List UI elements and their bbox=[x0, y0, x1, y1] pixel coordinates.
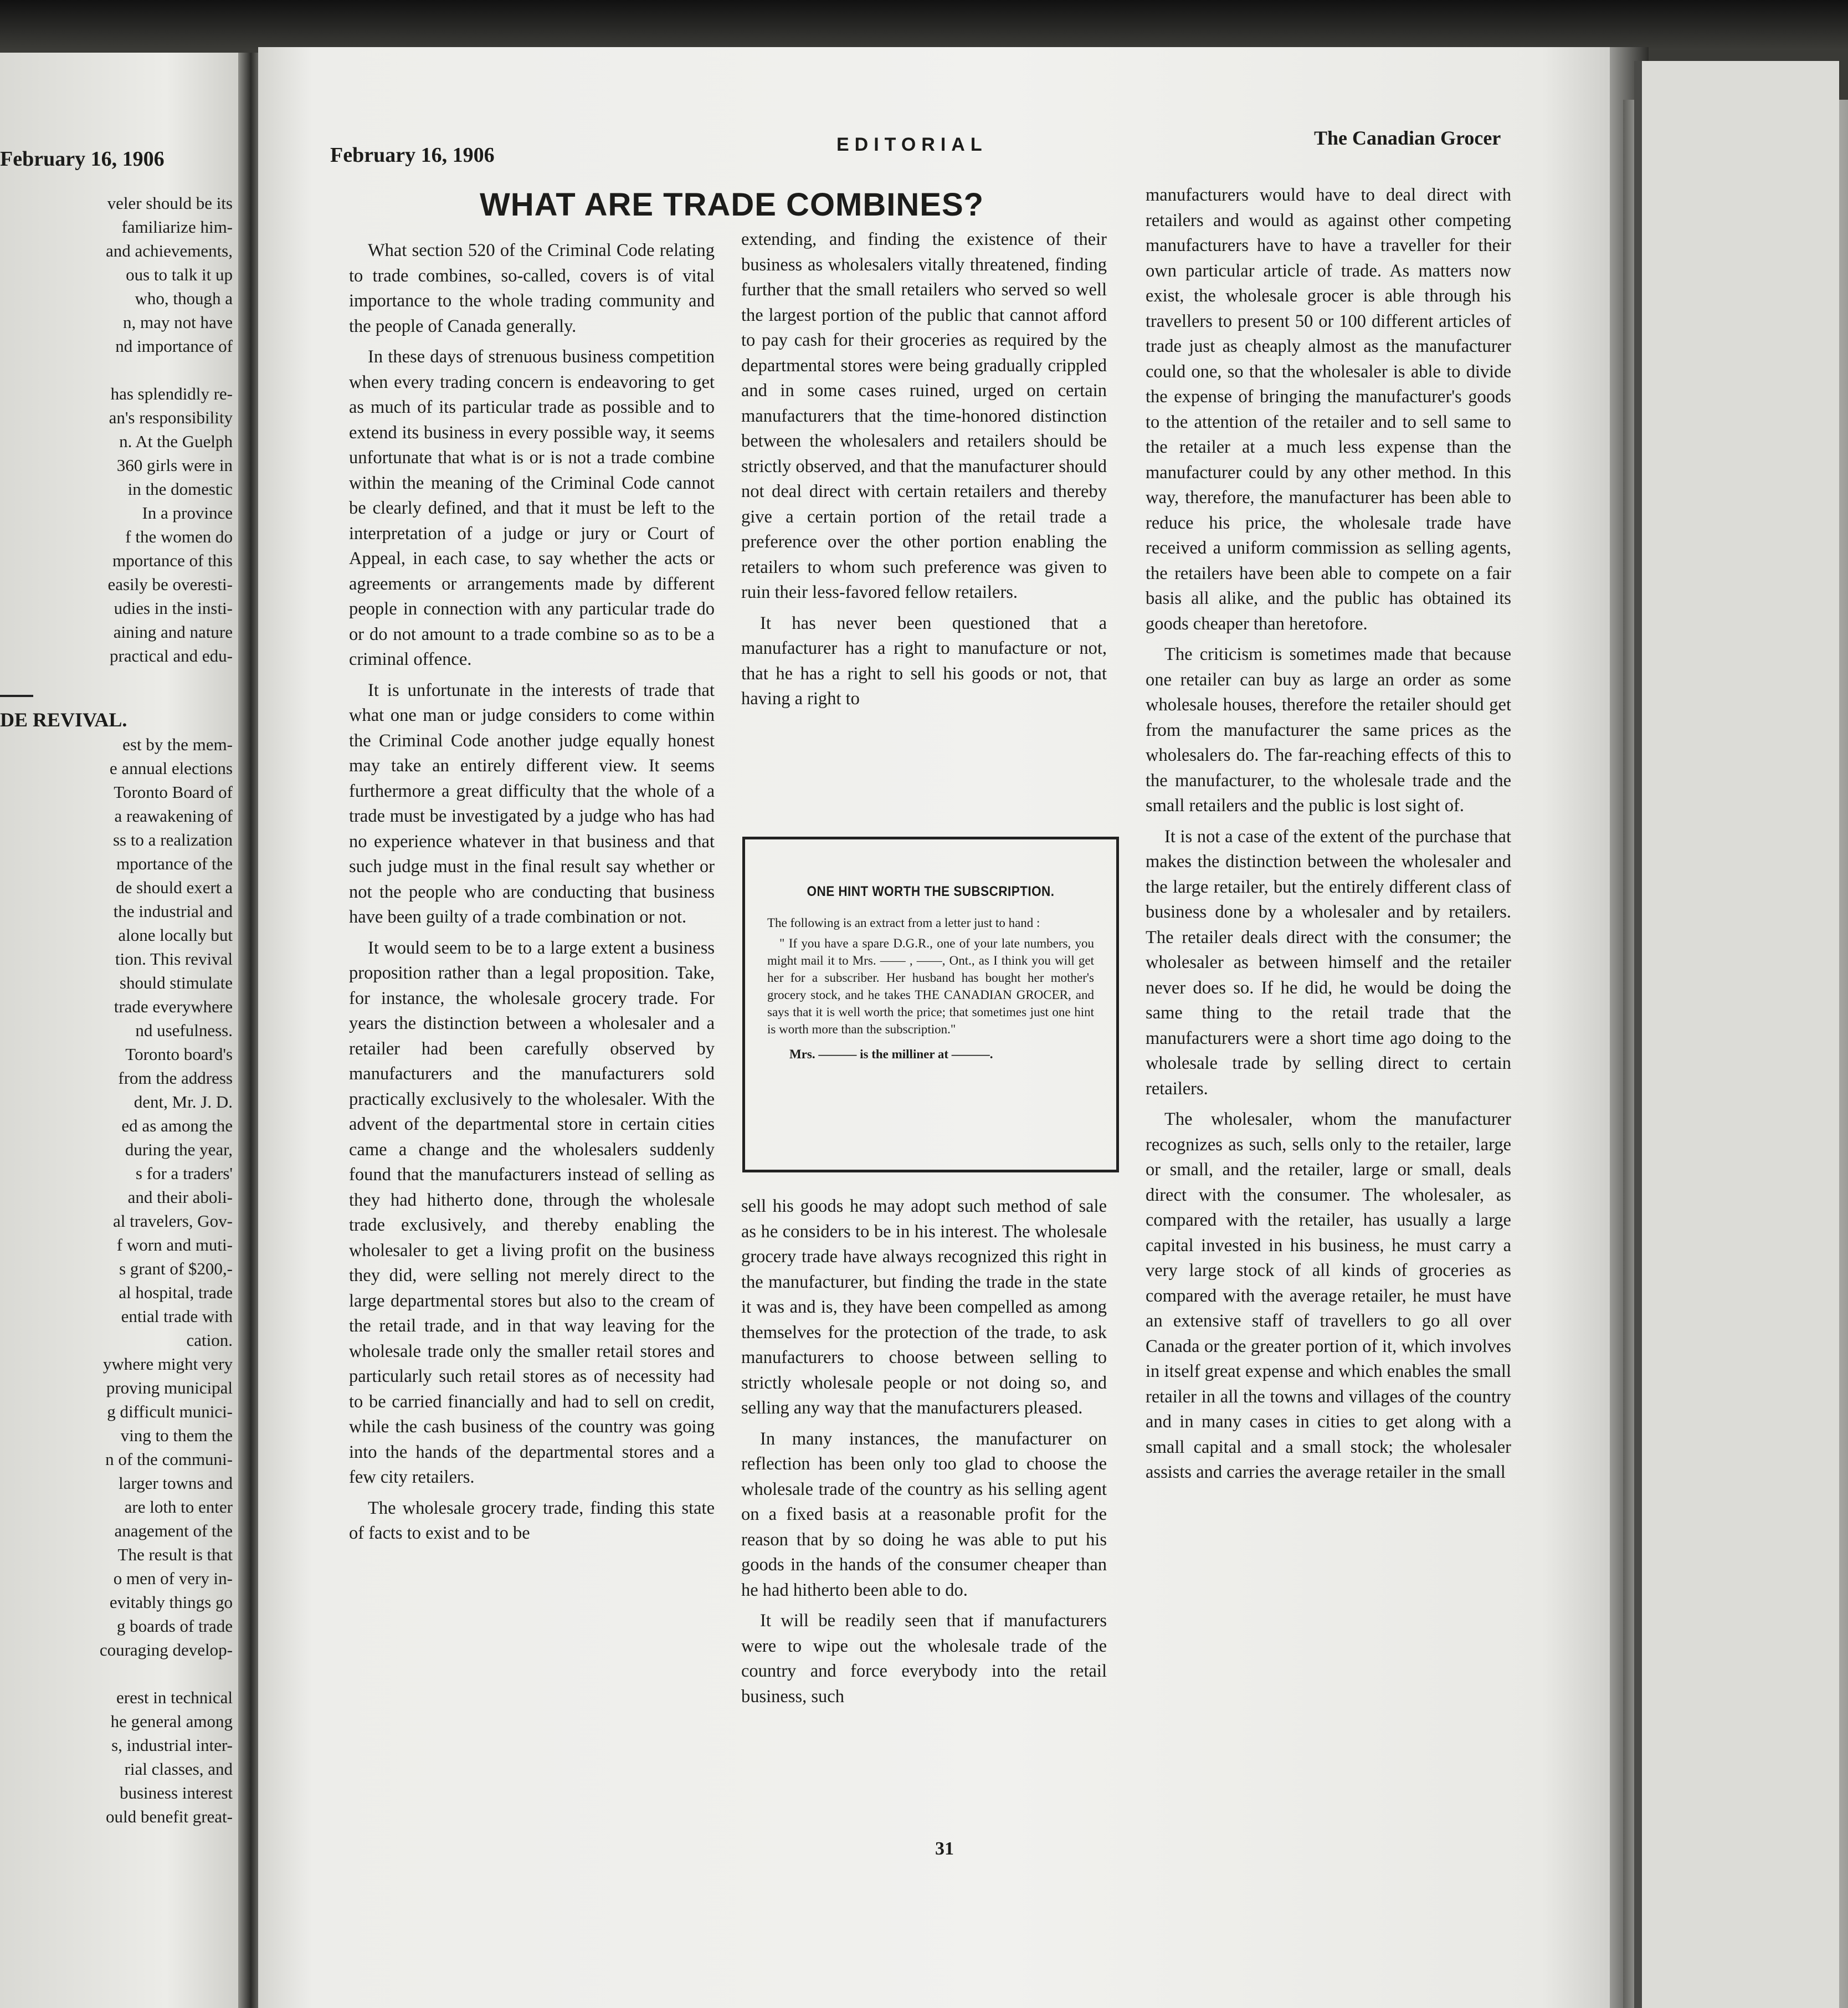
left-page-line: f worn and muti- bbox=[116, 1235, 233, 1254]
left-page bbox=[0, 53, 238, 2008]
left-page-line: Toronto board's bbox=[125, 1044, 233, 1064]
left-page-line: has splendidly re- bbox=[110, 384, 233, 403]
left-page-line: veler should be its bbox=[107, 193, 233, 213]
left-page-line: larger towns and bbox=[118, 1473, 233, 1493]
left-page-line: s for a traders' bbox=[135, 1164, 233, 1183]
left-page-line: ential trade with bbox=[121, 1307, 233, 1326]
left-page-line: f the women do bbox=[125, 527, 233, 546]
left-page-line: anagement of the bbox=[114, 1521, 233, 1540]
left-page-line: g difficult munici- bbox=[107, 1402, 233, 1421]
publication-name: The Canadian Grocer bbox=[1314, 127, 1501, 149]
article-paragraph: It is not a case of the extent of the purchase that makes the distinction between the wholesaler and the large retailer, but the entirely different class of business done by a wholesaler and by retailers. The retailer deals direct with the consumer; the wholesaler as between himself and the retailer never does so. If he did, he would be doing the same thing to the retail trade that the manufacturers were a short time ago doing to the wholesale trade by selling direct to certain retailers. bbox=[1146, 826, 1511, 1099]
left-page-line: ous to talk it up bbox=[126, 265, 233, 284]
article-paragraph: What section 520 of the Criminal Code relating to trade combines, so-called, covers is of vital importance to the whole trading community and the people of Canada generally. bbox=[349, 240, 715, 336]
article-paragraph: extending, and finding the existence of their business as wholesalers vitally threatened, finding further that the small retailers who served so well the largest portion of the public that cannot afford to pay cash for their groceries as required by the departmental stores were being gradually crippled and in some cases ruined, urged on certain manufacturers that the time-honored distinction between the wholesalers and retailers should be strictly observed, and that the manufacturer should not deal direct with certain retailers and thereby give a certain portion of the retail trade a preference over the other portion enabling the retailers to whom such preference was given to ruin their less-favored fellow retailers. bbox=[741, 229, 1107, 602]
left-page-line: tion. This revival bbox=[115, 949, 233, 969]
left-page-line: The result is that bbox=[117, 1545, 233, 1564]
left-page-line: aining and nature bbox=[113, 622, 233, 642]
article-paragraph: It has never been questioned that a manufacturer has a right to manufacture or not, that he has a right to sell his goods or not, that having a right to bbox=[741, 613, 1107, 709]
left-page-line: business interest bbox=[119, 1783, 233, 1802]
left-page-line: who, though a bbox=[135, 289, 233, 308]
left-page-line: ed as among the bbox=[121, 1116, 233, 1135]
left-page-line: dent, Mr. J. D. bbox=[134, 1092, 233, 1111]
article-column-1 bbox=[349, 238, 715, 1552]
left-page-line: udies in the insti- bbox=[114, 598, 233, 618]
article-paragraph: sell his goods he may adopt such method of sale as he considers to be in his interest. The wholesale grocery trade have always recognized this right in the manufacturer, but finding the trade in the state it was and is, they have been compelled as among themselves for the protection of the trade, to ask manufacturers to choose between selling to strictly wholesale people or not doing so, and selling any way that the manufacturers pleased. bbox=[741, 1196, 1107, 1418]
left-page-line: and their aboli- bbox=[127, 1187, 233, 1207]
left-page-line: nd importance of bbox=[115, 336, 233, 356]
left-page-line: cation. bbox=[186, 1330, 233, 1350]
left-page-line: nd usefulness. bbox=[135, 1021, 233, 1040]
section-label: EDITORIAL bbox=[836, 134, 988, 155]
back-cover bbox=[1634, 61, 1839, 2008]
box-intro: The following is an extract from a letter just to hand : bbox=[767, 916, 1040, 930]
left-page-line: rial classes, and bbox=[124, 1759, 233, 1779]
page-number: 31 bbox=[935, 1838, 954, 1859]
left-page-line: ss to a realization bbox=[112, 830, 233, 849]
article-paragraph: It will be readily seen that if manufacturers were to wipe out the wholesale trade of the country and force everybody into the retail business, such bbox=[741, 1611, 1107, 1707]
left-lines-c bbox=[0, 732, 233, 1662]
article-paragraph: The wholesaler, whom the manufacturer recognizes as such, sells only to the retailer, large or small, and the retailer, large or small, deals direct with the consumer. The wholesaler, as compared with the retailer, has usually a large capital invested in his business, he must carry a very large stock of all kinds of groceries as compared with the average retailer, he must have an extensive staff of travellers to go all over Canada or the greater portion of it, which involves in itself great expense and which enables the small retailer in all the towns and villages of the country and in many cases in cities to get along with a small capital and a small stock; the wholesaler assists and carries the average retailer in the small bbox=[1146, 1109, 1511, 1482]
left-page-line: erest in technical bbox=[116, 1688, 233, 1707]
left-page-line: practical and edu- bbox=[109, 646, 233, 665]
left-page-line: trade everywhere bbox=[114, 997, 233, 1016]
left-page-line: al hospital, trade bbox=[119, 1283, 233, 1302]
left-page-line: and achievements, bbox=[106, 241, 233, 260]
left-page-line: in the domestic bbox=[127, 479, 233, 499]
left-page-line: In a province bbox=[142, 503, 233, 523]
left-page-column bbox=[0, 191, 233, 1828]
left-page-line: ving to them the bbox=[120, 1426, 233, 1445]
box-quote: " If you have a spare D.G.R., one of your late numbers, you might mail it to Mrs. —— , ——, Ont., as I think you will get her for a subscriber. Her husband has bought her mother's grocery stock, and he takes THE CANADIAN GROCER, and says that it is well worth the price; that sometimes just one hint is worth more than the subscription." bbox=[767, 936, 1094, 1036]
left-page-line: est by the mem- bbox=[122, 735, 233, 754]
left-page-line: should stimulate bbox=[119, 973, 233, 992]
article-paragraph: The wholesale grocery trade, finding this state of facts to exist and to be bbox=[349, 1498, 715, 1543]
article-title: WHAT ARE TRADE COMBINES? bbox=[480, 187, 984, 223]
left-page-line: familiarize him- bbox=[121, 217, 233, 237]
left-page-line: evitably things go bbox=[109, 1592, 233, 1612]
left-page-line: are loth to enter bbox=[124, 1497, 233, 1517]
left-page-line: ywhere might very bbox=[102, 1354, 233, 1374]
left-page-line: a reawakening of bbox=[114, 806, 233, 826]
left-page-line: s grant of $200,- bbox=[119, 1259, 233, 1278]
left-page-line: de should exert a bbox=[116, 878, 233, 897]
left-lines-a bbox=[0, 191, 233, 358]
subscription-hint-box bbox=[742, 837, 1119, 1172]
left-page-line: Toronto Board of bbox=[114, 782, 233, 802]
left-page-date: February 16, 1906 bbox=[0, 147, 165, 171]
article-column-2-top bbox=[741, 227, 1107, 718]
left-lines-d bbox=[0, 1686, 233, 1828]
left-page-line: e annual elections bbox=[109, 759, 233, 778]
article-column-2-bottom bbox=[741, 1194, 1107, 1715]
left-page-line: mportance of this bbox=[112, 551, 233, 570]
left-page-line: an's responsibility bbox=[109, 408, 233, 427]
left-page-line: al travelers, Gov- bbox=[112, 1211, 233, 1231]
left-page-line: proving municipal bbox=[106, 1378, 233, 1397]
left-page-line: n of the communi- bbox=[105, 1449, 233, 1469]
article-paragraph: In these days of strenuous business competition when every trading concern is endeavoring to get as much of its particular trade as possible and to extend its business in every possible way, it seems unfortunate that what is or is not a trade combine within the meaning of the Criminal Code cannot be clearly defined, and that it must be left to the interpretation of a judge or jury or Court of Appeal, in each case, to say whether the acts or agreements or arrangements made by different people in connection with any particular trade do or do not amount to a trade combine so as to be a criminal offence. bbox=[349, 347, 715, 669]
header-date: February 16, 1906 bbox=[330, 144, 495, 167]
gutter-shadow bbox=[238, 53, 259, 2008]
left-page-line: from the address bbox=[118, 1068, 233, 1088]
left-page-line: o men of very in- bbox=[113, 1569, 233, 1588]
left-page-line: he general among bbox=[110, 1712, 233, 1731]
left-lines-b bbox=[0, 382, 233, 668]
box-signature: Mrs. ——— is the milliner at ———. bbox=[789, 1047, 993, 1061]
box-title: ONE HINT WORTH THE SUBSCRIPTION. bbox=[807, 884, 1055, 899]
article-column-3 bbox=[1146, 183, 1511, 1491]
article-paragraph: The criticism is sometimes made that because one retailer can buy as large an order as some wholesale houses, therefore the retailer should get from the manufacturer the same prices as the wholesalers do. The far-reaching effects of this to the manufacturer, to the wholesale trade and the small retailers and the public is lost sight of. bbox=[1146, 644, 1511, 816]
left-page-line: n, may not have bbox=[122, 313, 233, 332]
article-paragraph: It would seem to be to a large extent a business proposition rather than a legal proposition. Take, for instance, the wholesale grocery trade. For years the distinction between a wholesaler and a retailer had been carefully observed by manufacturers and the manufacturers sold practically exclusively to the wholesaler. With the advent of the departmental store in certain cities came a change and the wholesalers suddenly found that the manufacturers instead of selling as they had hitherto done, through the wholesale trade exclusively, and thereby enabling the wholesaler to get a living profit on the business they did, were selling not merely direct to the large departmental stores but also to the cream of the retail trade, and in that way leaving for the wholesale trade only the smaller retail stores and particularly such retail stores as of necessity had to be carried financially and had to sell on credit, while the cash business of the country was going into the hands of the departmental stores and a few city retailers. bbox=[349, 938, 715, 1487]
left-page-line: the industrial and bbox=[113, 901, 233, 921]
left-page-line: couraging develop- bbox=[99, 1640, 233, 1659]
article-paragraph: In many instances, the manufacturer on reflection has been only too glad to choose the wholesale trade of the country as his selling agent on a fixed basis at a reasonable profit for the reason that by so doing he was able to put his goods in the hands of the consumer cheaper than he had hitherto been able to do. bbox=[741, 1428, 1107, 1600]
article-paragraph: It is unfortunate in the interests of trade that what one man or judge considers to come within the Criminal Code another judge equally honest may take an entirely different view. It seems furthermore a great difficulty that the whole of a trade must be investigated by a judge who has had no experience whatever in that business and that such judge must in the final result say whether or not the people who are conducting that business have been guilty of a trade combination or not. bbox=[349, 680, 715, 927]
left-rule bbox=[0, 695, 33, 697]
left-page-line: ould benefit great- bbox=[106, 1807, 233, 1826]
left-page-line: g boards of trade bbox=[116, 1616, 233, 1636]
left-page-line: easily be overesti- bbox=[107, 575, 233, 594]
left-heading: DE REVIVAL. bbox=[0, 709, 127, 731]
left-page-line: alone locally but bbox=[118, 925, 233, 945]
scan-background bbox=[0, 0, 1848, 50]
left-page-line: mportance of the bbox=[116, 854, 233, 873]
left-page-line: s, industrial inter- bbox=[111, 1735, 233, 1755]
left-page-line: n. At the Guelph bbox=[119, 432, 233, 451]
left-page-line: during the year, bbox=[125, 1140, 233, 1159]
left-page-line: 360 girls were in bbox=[116, 455, 233, 475]
article-paragraph: manufacturers would have to deal direct with retailers and would as against other competing manufacturers have to have a traveller for their own particular article of trade. As matters now exist, the wholesale grocer is able through his travellers to present 50 or 100 different articles of trade just as cheaply almost as the manufacturer could one, so that the wholesaler is able to divide the expense of bringing the manufacturer's goods to the attention of the retailer and to sell same to the retailer at a much less expense than the manufacturer could by any other method. In this way, therefore, the manufacturer has been able to reduce his price, the wholesale trade have received a uniform commission as selling agents, the retailers have been able to compete on a fair basis all alike, and the public has obtained its goods cheaper than heretofore. bbox=[1146, 185, 1511, 634]
